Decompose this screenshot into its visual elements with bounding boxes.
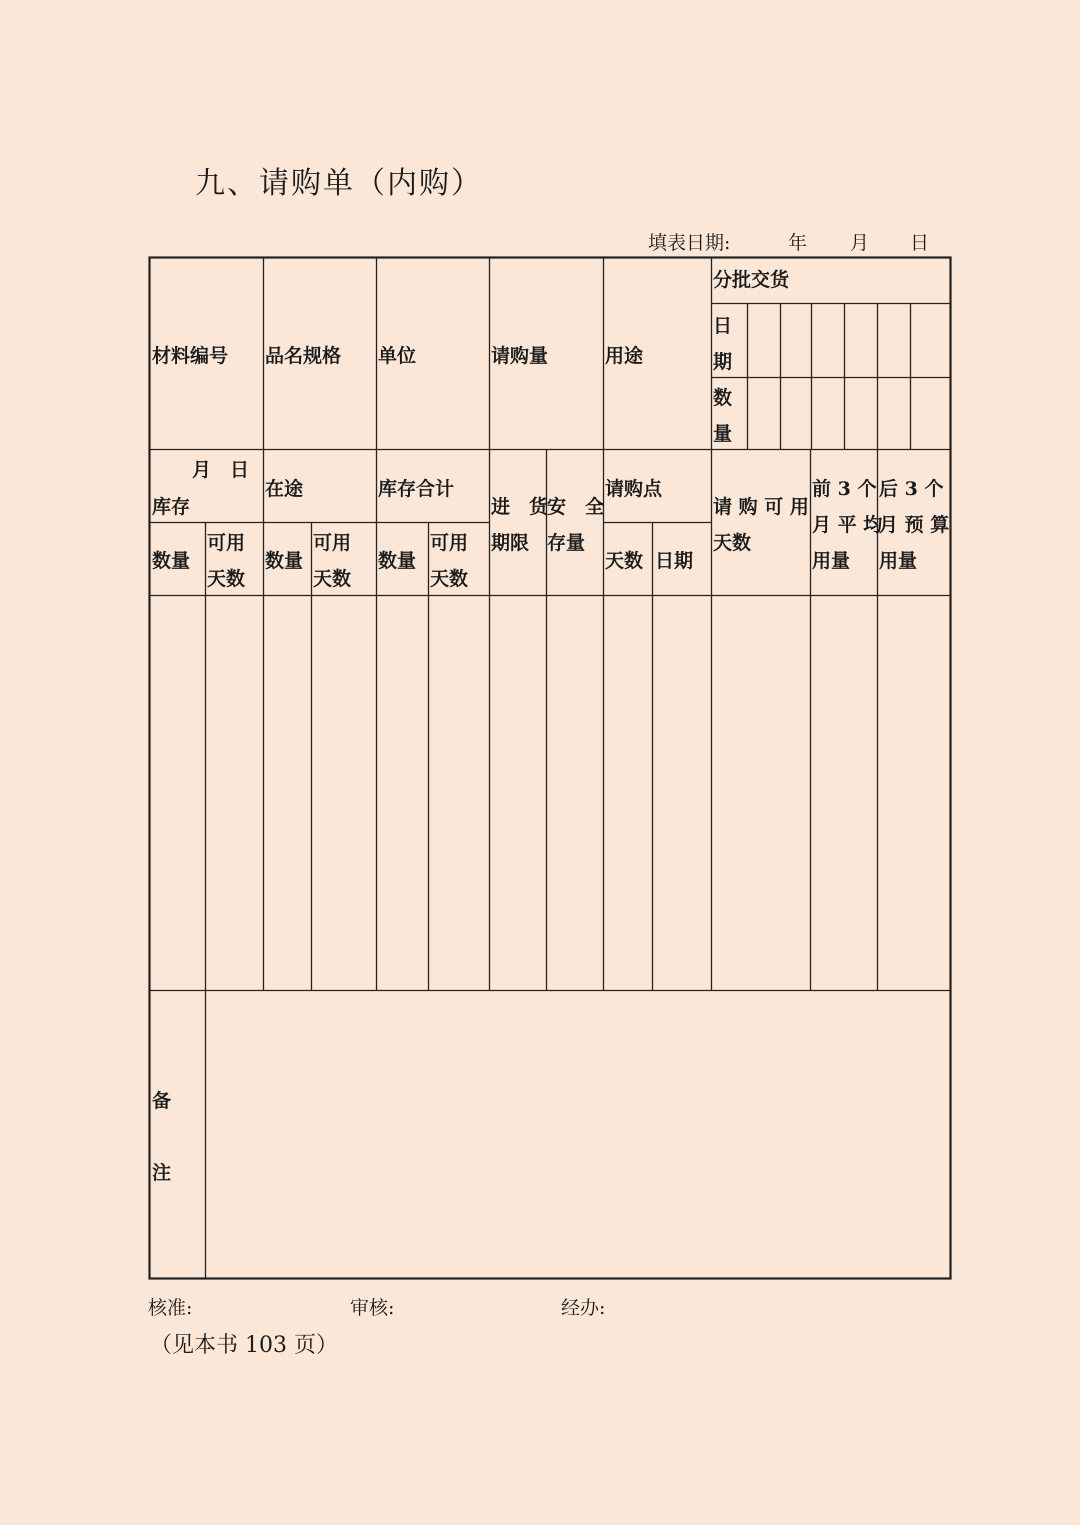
page-title: 九、请购单（内购） bbox=[195, 166, 483, 201]
header-qty-char-2: 量 bbox=[713, 423, 733, 445]
header-reorder-point: 请购点 bbox=[605, 478, 663, 500]
fill-date-label: 填表日期: bbox=[648, 232, 731, 254]
header-qty-char-1: 数 bbox=[713, 387, 733, 409]
header-safety-stock-2: 存量 bbox=[547, 532, 586, 554]
header-prev3-3: 用量 bbox=[812, 550, 851, 572]
header-total-avail-1: 可用 bbox=[430, 532, 469, 554]
header-date-char-2: 期 bbox=[713, 351, 733, 373]
header-req-available-days-1: 请 购 可 用 bbox=[713, 496, 809, 518]
header-next3-3: 用量 bbox=[879, 550, 918, 572]
remarks-label-2: 注 bbox=[152, 1162, 172, 1184]
header-reorder-date: 日期 bbox=[655, 550, 694, 572]
header-transit-avail-2: 天数 bbox=[313, 568, 352, 590]
header-material-no: 材料编号 bbox=[152, 345, 229, 367]
header-next3-2: 月 预 算 bbox=[879, 514, 950, 536]
footer-review: 审核: bbox=[350, 1297, 395, 1319]
header-req-available-days-2: 天数 bbox=[713, 532, 752, 554]
header-inventory: 库存 bbox=[152, 496, 191, 518]
fill-date-year: 年 bbox=[788, 232, 808, 254]
header-batch-delivery: 分批交货 bbox=[713, 269, 790, 291]
header-transit-avail-1: 可用 bbox=[313, 532, 352, 554]
fill-date-day: 日 bbox=[910, 232, 930, 254]
remarks-label-1: 备 bbox=[152, 1090, 172, 1112]
header-purpose: 用途 bbox=[605, 345, 644, 367]
header-unit: 单位 bbox=[378, 345, 417, 367]
form-border bbox=[150, 258, 951, 1279]
page-reference: （见本书 103 页） bbox=[150, 1333, 338, 1358]
header-inventory-total: 库存合计 bbox=[378, 478, 455, 500]
header-inventory-avail-1: 可用 bbox=[207, 532, 246, 554]
header-lead-time-1: 进 货 bbox=[491, 496, 549, 518]
header-lead-time-2: 期限 bbox=[491, 532, 530, 554]
header-total-avail-2: 天数 bbox=[430, 568, 469, 590]
header-name-spec: 品名规格 bbox=[265, 345, 342, 367]
footer-approve: 核准: bbox=[148, 1297, 193, 1319]
header-safety-stock-1: 安 全 bbox=[547, 496, 605, 518]
footer-handler: 经办: bbox=[561, 1297, 606, 1319]
header-inventory-qty: 数量 bbox=[152, 550, 191, 572]
header-prev3-2: 月 平 均 bbox=[812, 514, 883, 536]
header-date-char-1: 日 bbox=[713, 315, 733, 337]
header-request-qty: 请购量 bbox=[491, 345, 549, 367]
fill-date-month: 月 bbox=[850, 232, 870, 254]
header-reorder-days: 天数 bbox=[605, 550, 644, 572]
header-inventory-avail-2: 天数 bbox=[207, 568, 246, 590]
header-prev3-1: 前 3 个 bbox=[812, 478, 877, 500]
header-next3-1: 后 3 个 bbox=[879, 478, 944, 500]
header-total-qty: 数量 bbox=[378, 550, 417, 572]
header-transit-qty: 数量 bbox=[265, 550, 304, 572]
header-month-day: 月 日 bbox=[192, 459, 250, 481]
header-in-transit: 在途 bbox=[265, 478, 304, 500]
